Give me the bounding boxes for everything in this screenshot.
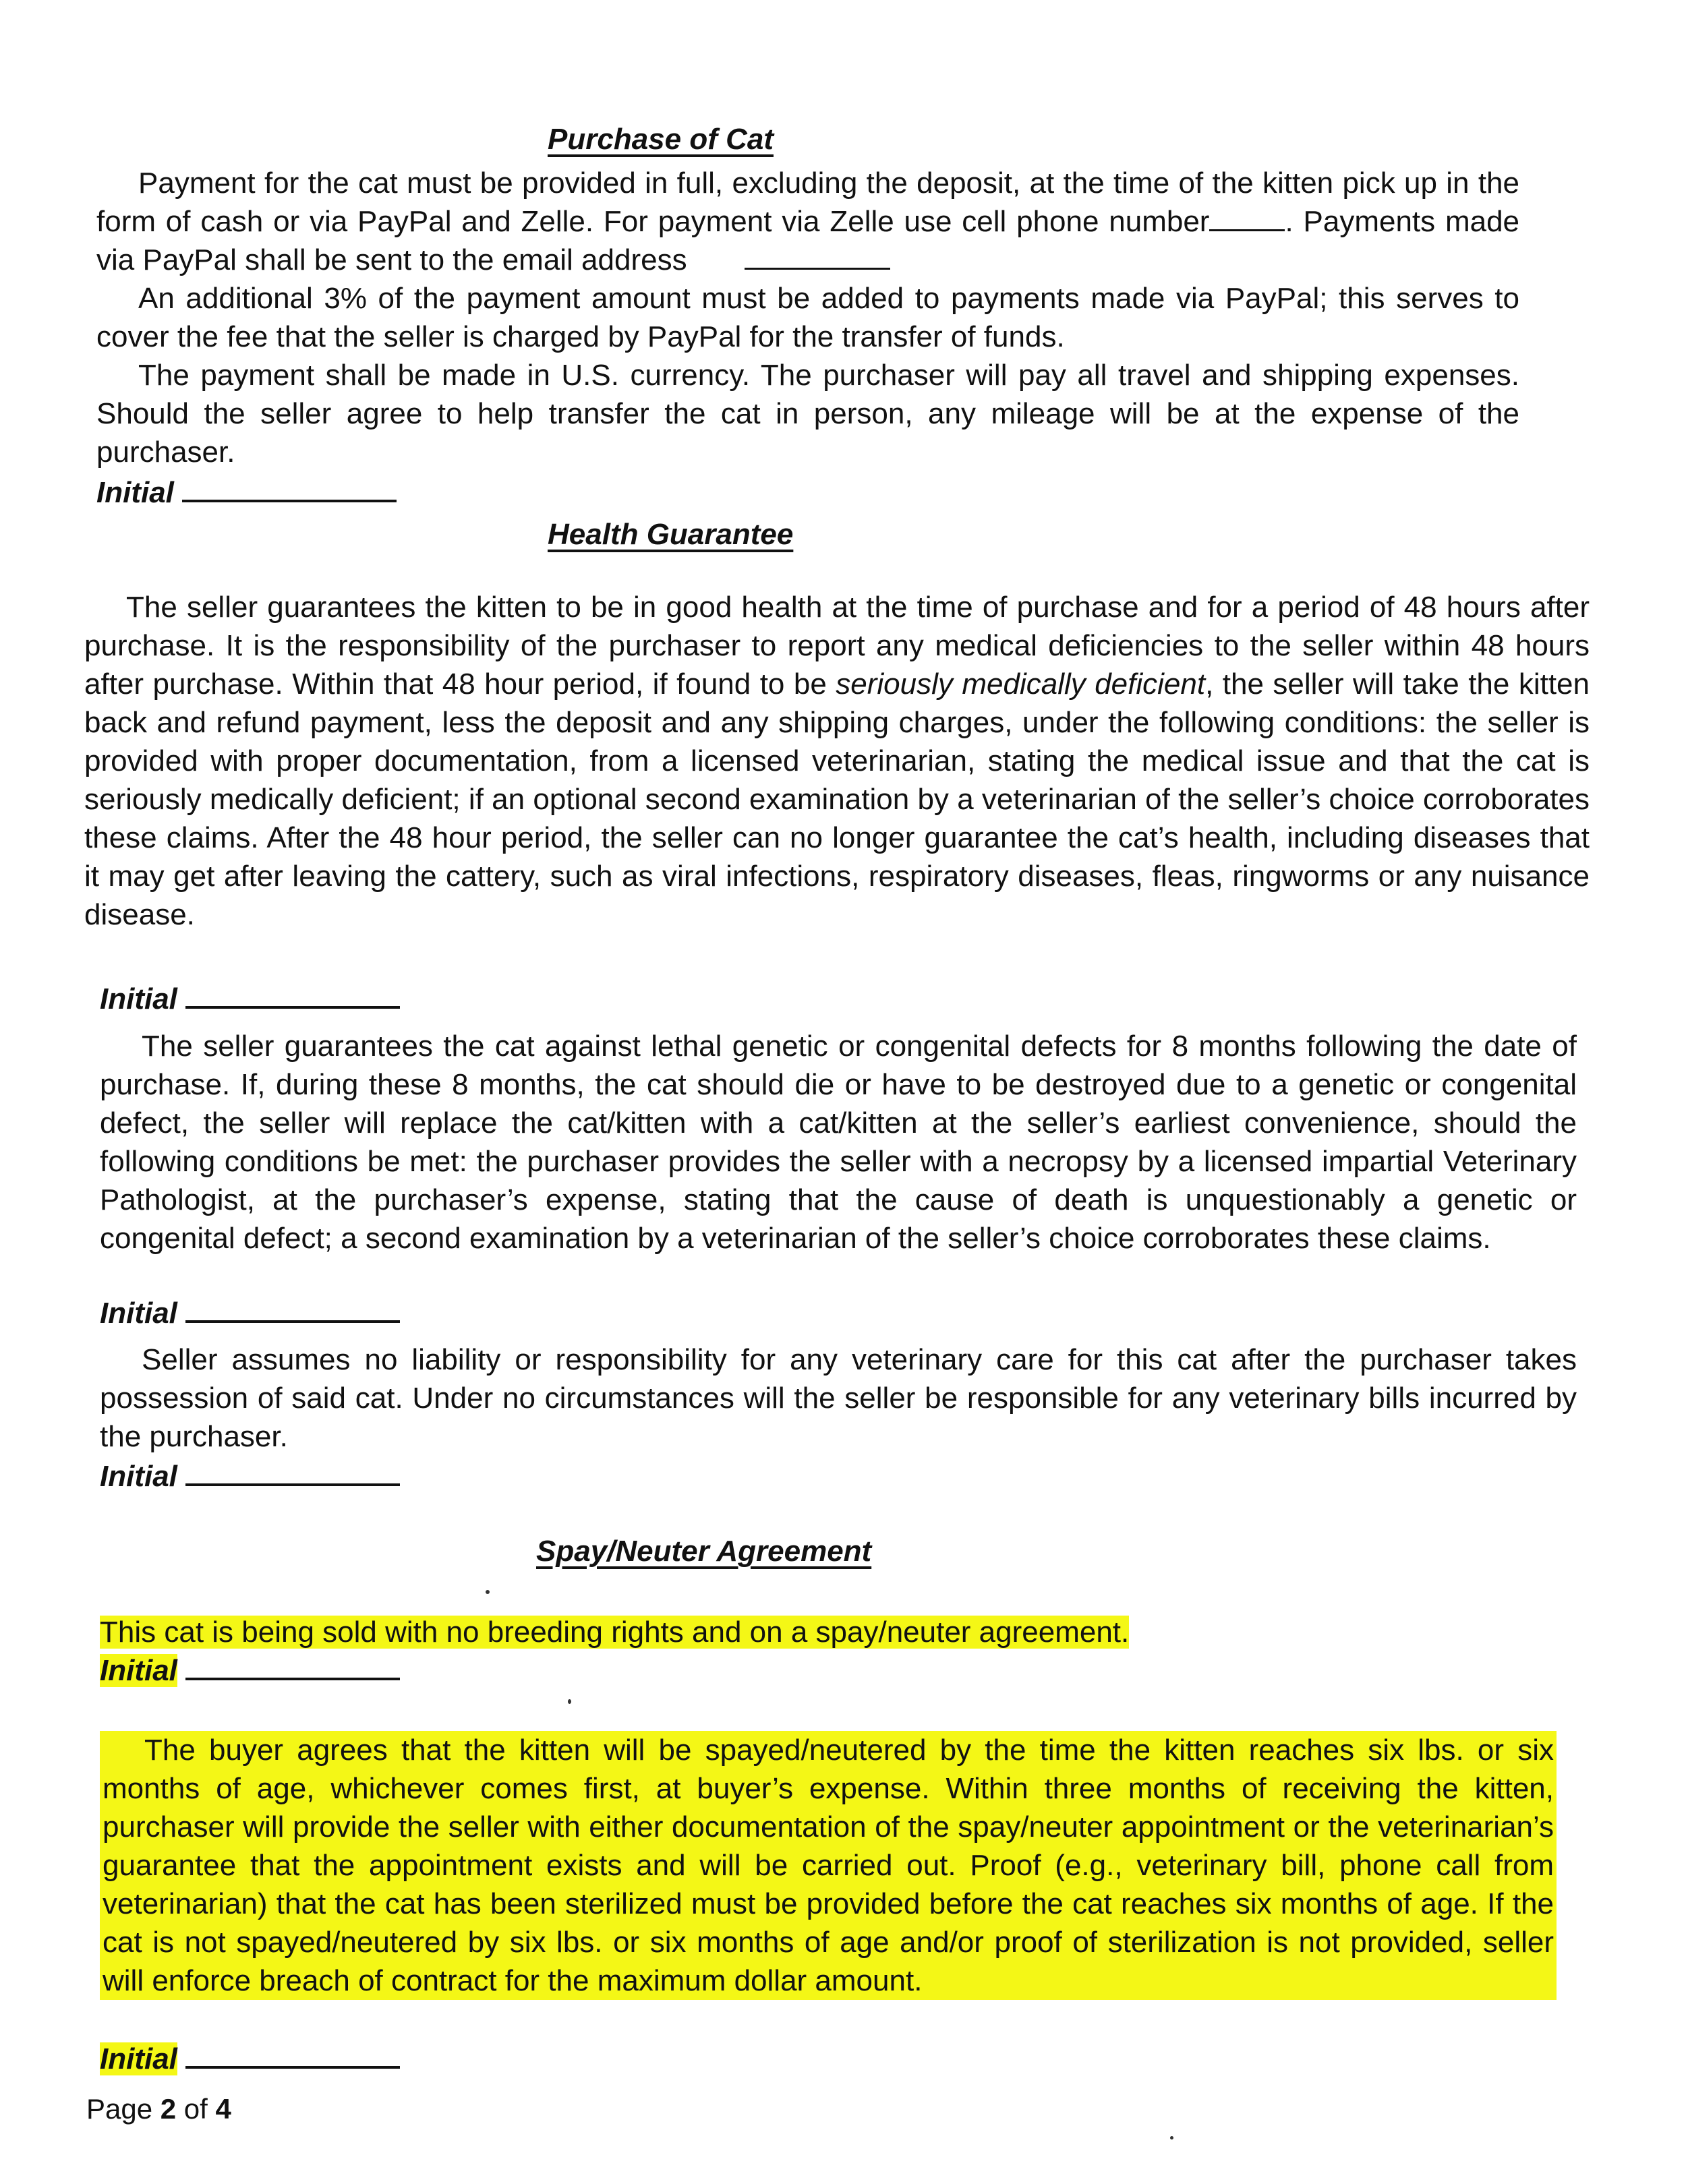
purchase-p3: The payment shall be made in U.S. currency. The purchaser will pay all travel and shipping expenses. Should the seller agree to help transfer the cat in person, any mileage will be at the expense of the purchaser. bbox=[96, 359, 1519, 469]
health-paragraph-2 bbox=[100, 1027, 1577, 1258]
purchase-initial-line[interactable] bbox=[182, 473, 397, 502]
purchase-p1-pre: Payment for the cat must be provided in full, excluding the deposit, at the time of the kitten pick up in the form of cash or via PayPal and Zelle. For payment via Zelle use cell phone number bbox=[96, 167, 1519, 238]
health-initial-3 bbox=[100, 1456, 400, 1496]
health-initial-1-line[interactable] bbox=[185, 979, 400, 1009]
scan-speck bbox=[486, 1590, 490, 1594]
spay-initial-1-line[interactable] bbox=[185, 1651, 400, 1680]
health-initial-3-label: Initial bbox=[100, 1460, 177, 1493]
scan-speck bbox=[1170, 2136, 1173, 2139]
purchase-p2: An additional 3% of the payment amount must be added to payments made via PayPal; this serves to cover the fee that the seller is charged by PayPal for the transfer of funds. bbox=[96, 282, 1519, 353]
footer-total-pages: 4 bbox=[215, 2093, 231, 2125]
health-p1-post: , the seller will take the kitten back and refund payment, less the deposit and any shipping charges, under the following conditions: the seller is provided with proper documentation, from a licensed veterinarian, stating the medical issue and that the cat is seriously medically deficient; if an optional second examination by a veterinarian of the seller’s choice corroborates these claims. After the 48 hour period, the seller can no longer guarantee the cat’s health, including diseases that it may get after leaving the cattery, such as viral infections, respiratory diseases, fleas, ringworms or any nuisance disease. bbox=[84, 668, 1590, 931]
health-paragraph-3 bbox=[100, 1340, 1577, 1456]
spay-p1: This cat is being sold with no breeding rights and on a spay/neuter agreement. bbox=[100, 1616, 1130, 1649]
health-initial-1 bbox=[100, 979, 400, 1018]
footer-page-word: Page bbox=[86, 2093, 153, 2125]
health-paragraph-1 bbox=[84, 588, 1590, 934]
spay-paragraph-1 bbox=[100, 1613, 1583, 1651]
health-initial-2 bbox=[100, 1293, 400, 1332]
spay-heading: Spay/Neuter Agreement bbox=[536, 1535, 872, 1568]
health-initial-3-line[interactable] bbox=[185, 1456, 400, 1486]
health-p2: The seller guarantees the cat against lethal genetic or congenital defects for 8 months following the date of purchase. If, during these 8 months, the cat should die or have to be destroyed due to a genetic or congenital defect, the seller will replace the cat/kitten with a cat/kitten at the seller’s earliest convenience, should the following conditions be met: the purchaser provides the seller with a necropsy by a licensed impartial Veterinary Pathologist, at the purchaser’s expense, stating that the cause of death is unquestionably a genetic or congenital defect; a second examination by a veterinarian of the seller’s choice corroborates these claims. bbox=[100, 1030, 1577, 1255]
health-p3: Seller assumes no liability or responsibility for any veterinary care for this cat after the purchaser takes possession of said cat. Under no circumstances will the seller be responsible for any veterinary bills incurred by the purchaser. bbox=[100, 1343, 1577, 1453]
purchase-paragraph-1 bbox=[96, 164, 1519, 471]
footer-of-word: of bbox=[183, 2093, 208, 2125]
health-initial-2-line[interactable] bbox=[185, 1293, 400, 1323]
purchase-initial bbox=[96, 473, 397, 512]
spay-initial-2-label: Initial bbox=[100, 2042, 177, 2075]
health-initial-1-label: Initial bbox=[100, 982, 177, 1015]
purchase-p1-post: . Payments made via PayPal shall be sent to the email address bbox=[96, 205, 1520, 276]
spay-initial-1-label: Initial bbox=[100, 1654, 177, 1687]
scan-speck bbox=[568, 1699, 571, 1704]
zelle-number-blank[interactable] bbox=[1209, 205, 1285, 231]
spay-initial-2 bbox=[100, 2039, 400, 2078]
page-footer bbox=[86, 2093, 231, 2125]
paypal-email-blank[interactable] bbox=[745, 243, 890, 270]
spay-paragraph-2 bbox=[100, 1731, 1557, 2000]
footer-current-page: 2 bbox=[160, 2093, 177, 2125]
health-heading: Health Guarantee bbox=[548, 518, 794, 551]
spay-initial-1 bbox=[100, 1651, 400, 1690]
health-initial-2-label: Initial bbox=[100, 1297, 177, 1330]
spay-initial-2-line[interactable] bbox=[185, 2039, 400, 2069]
purchase-initial-label: Initial bbox=[96, 476, 174, 509]
health-p1-italic: seriously medically deficient bbox=[836, 668, 1206, 701]
purchase-heading: Purchase of Cat bbox=[548, 123, 774, 156]
health-p1-pre: The seller guarantees the kitten to be in good health at the time of purchase and for a period of 48 hours after purchase. It is the responsibility of the purchaser to report any medical deficiencies to the seller within 48 hours after purchase. Within that 48 hour period, if found to be bbox=[84, 591, 1590, 701]
spay-p2: The buyer agrees that the kitten will be spayed/neutered by the time the kitten reaches six lbs. or six months of age, whichever comes first, at buyer’s expense. Within three months of receiving the kitten, purchaser will provide the seller with either documentation of the spay/neuter appointment or the veterinarian’s guarantee that the appointment exists and will be carried out. Proof (e.g., veterinary bill, phone call from veterinarian) that the cat has been sterilized must be provided before the cat reaches six months of age. If the cat is not spayed/neutered by six lbs. or six months of age and/or proof of sterilization is not provided, seller will enforce breach of contract for the maximum dollar amount. bbox=[103, 1734, 1554, 1997]
